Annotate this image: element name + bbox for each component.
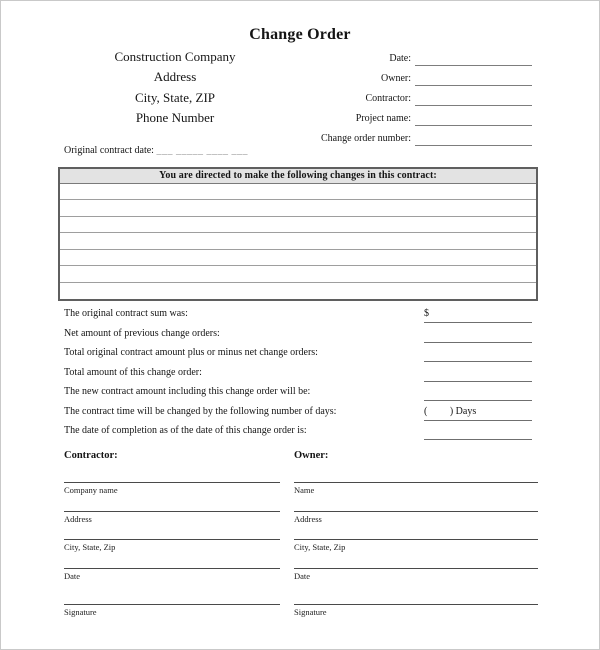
- changes-table-row[interactable]: [60, 184, 536, 200]
- field-caption: Signature: [64, 607, 97, 617]
- changes-table-row[interactable]: [60, 233, 536, 249]
- owner-label: Owner:: [381, 73, 411, 84]
- owner-date-field[interactable]: [294, 568, 538, 581]
- change-order-number-label: Change order number:: [321, 133, 411, 144]
- owner-name-field[interactable]: [294, 482, 538, 495]
- field-caption: City, State, Zip: [64, 542, 116, 552]
- original-contract-date-blank[interactable]: ___ _____ ____ ___: [156, 145, 248, 156]
- changes-table-row[interactable]: [60, 217, 536, 233]
- contractor-label: Contractor:: [365, 93, 411, 104]
- field-caption: Date: [64, 571, 81, 581]
- changes-table-row[interactable]: [60, 250, 536, 266]
- amount-label: Total amount of this change order:: [64, 366, 202, 378]
- project-name-label: Project name:: [355, 113, 411, 124]
- date-label: Date:: [389, 53, 411, 64]
- contractor-date-field[interactable]: [64, 568, 280, 581]
- amount-blank-line[interactable]: [424, 384, 532, 401]
- contractor-section-heading: Contractor:: [64, 450, 118, 461]
- amount-row-total-this-order: [64, 365, 532, 383]
- amount-blank-line[interactable]: [424, 423, 532, 440]
- field-row-contractor: [365, 92, 532, 106]
- company-name: Construction Company: [114, 49, 236, 64]
- field-row-date: [389, 52, 532, 66]
- company-address: Address: [153, 69, 197, 85]
- changes-table-row[interactable]: [60, 266, 536, 282]
- amount-blank-line[interactable]: $: [424, 306, 532, 323]
- company-phone: Phone Number: [135, 110, 215, 126]
- company-info-block: [64, 47, 286, 129]
- contractor-blank-line[interactable]: [415, 93, 532, 106]
- amount-label: The original contract sum was:: [64, 308, 188, 319]
- amount-row-new-contract-amount: [64, 384, 532, 402]
- amount-label: The new contract amount including this change order will be:: [64, 386, 311, 397]
- amount-blank-line[interactable]: [424, 345, 532, 362]
- owner-blank-line[interactable]: [415, 73, 532, 86]
- amount-row-net-previous: [64, 326, 532, 344]
- field-row-owner: [381, 72, 532, 86]
- field-caption: Name: [294, 485, 315, 495]
- amount-label: Net amount of previous change orders:: [64, 327, 220, 339]
- project-name-blank-line[interactable]: [415, 113, 532, 126]
- field-row-project-name: [356, 112, 532, 126]
- owner-address-field[interactable]: [294, 511, 538, 524]
- amount-row-completion-date: [64, 423, 532, 441]
- changes-table-row[interactable]: [60, 200, 536, 216]
- document-title: Change Order: [249, 26, 351, 43]
- field-caption: City, State, Zip: [294, 542, 346, 552]
- field-caption: Address: [294, 514, 322, 524]
- amount-row-original-sum: [64, 306, 532, 324]
- field-caption: Company name: [64, 485, 118, 495]
- change-order-number-blank-line[interactable]: [415, 133, 532, 146]
- owner-section-heading: Owner:: [294, 450, 329, 461]
- amount-label: The date of completion as of the date of this change order is:: [64, 425, 307, 436]
- changes-table: [58, 167, 538, 301]
- amount-blank-line[interactable]: [424, 326, 532, 343]
- amount-label: Total original contract amount plus or minus net change orders:: [64, 347, 318, 358]
- contractor-address-field[interactable]: [64, 511, 280, 524]
- contractor-signature-field[interactable]: [64, 604, 280, 617]
- changes-table-row[interactable]: [60, 283, 536, 299]
- company-city-state-zip: City, State, ZIP: [134, 89, 216, 105]
- original-contract-date-label: Original contract date:: [64, 145, 157, 156]
- owner-city-state-zip-field[interactable]: [294, 539, 538, 552]
- changes-table-header: You are directed to make the following changes in this contract:: [60, 169, 536, 184]
- amount-row-total-plus-minus: [64, 345, 532, 363]
- field-caption: Signature: [294, 607, 327, 617]
- contractor-company-name-field[interactable]: [64, 482, 280, 495]
- amount-blank-line[interactable]: ( ) Days: [424, 404, 532, 421]
- contractor-city-state-zip-field[interactable]: [64, 539, 280, 552]
- original-contract-date-row: [64, 145, 248, 156]
- date-blank-line[interactable]: [415, 53, 532, 66]
- field-caption: Date: [294, 571, 311, 581]
- amount-label: The contract time will be changed by the following number of days:: [64, 405, 337, 417]
- amount-row-contract-time-days: [64, 404, 532, 422]
- field-row-change-order-number: [321, 132, 532, 146]
- field-caption: Address: [64, 514, 92, 524]
- owner-signature-field[interactable]: [294, 604, 538, 617]
- amount-blank-line[interactable]: [424, 365, 532, 382]
